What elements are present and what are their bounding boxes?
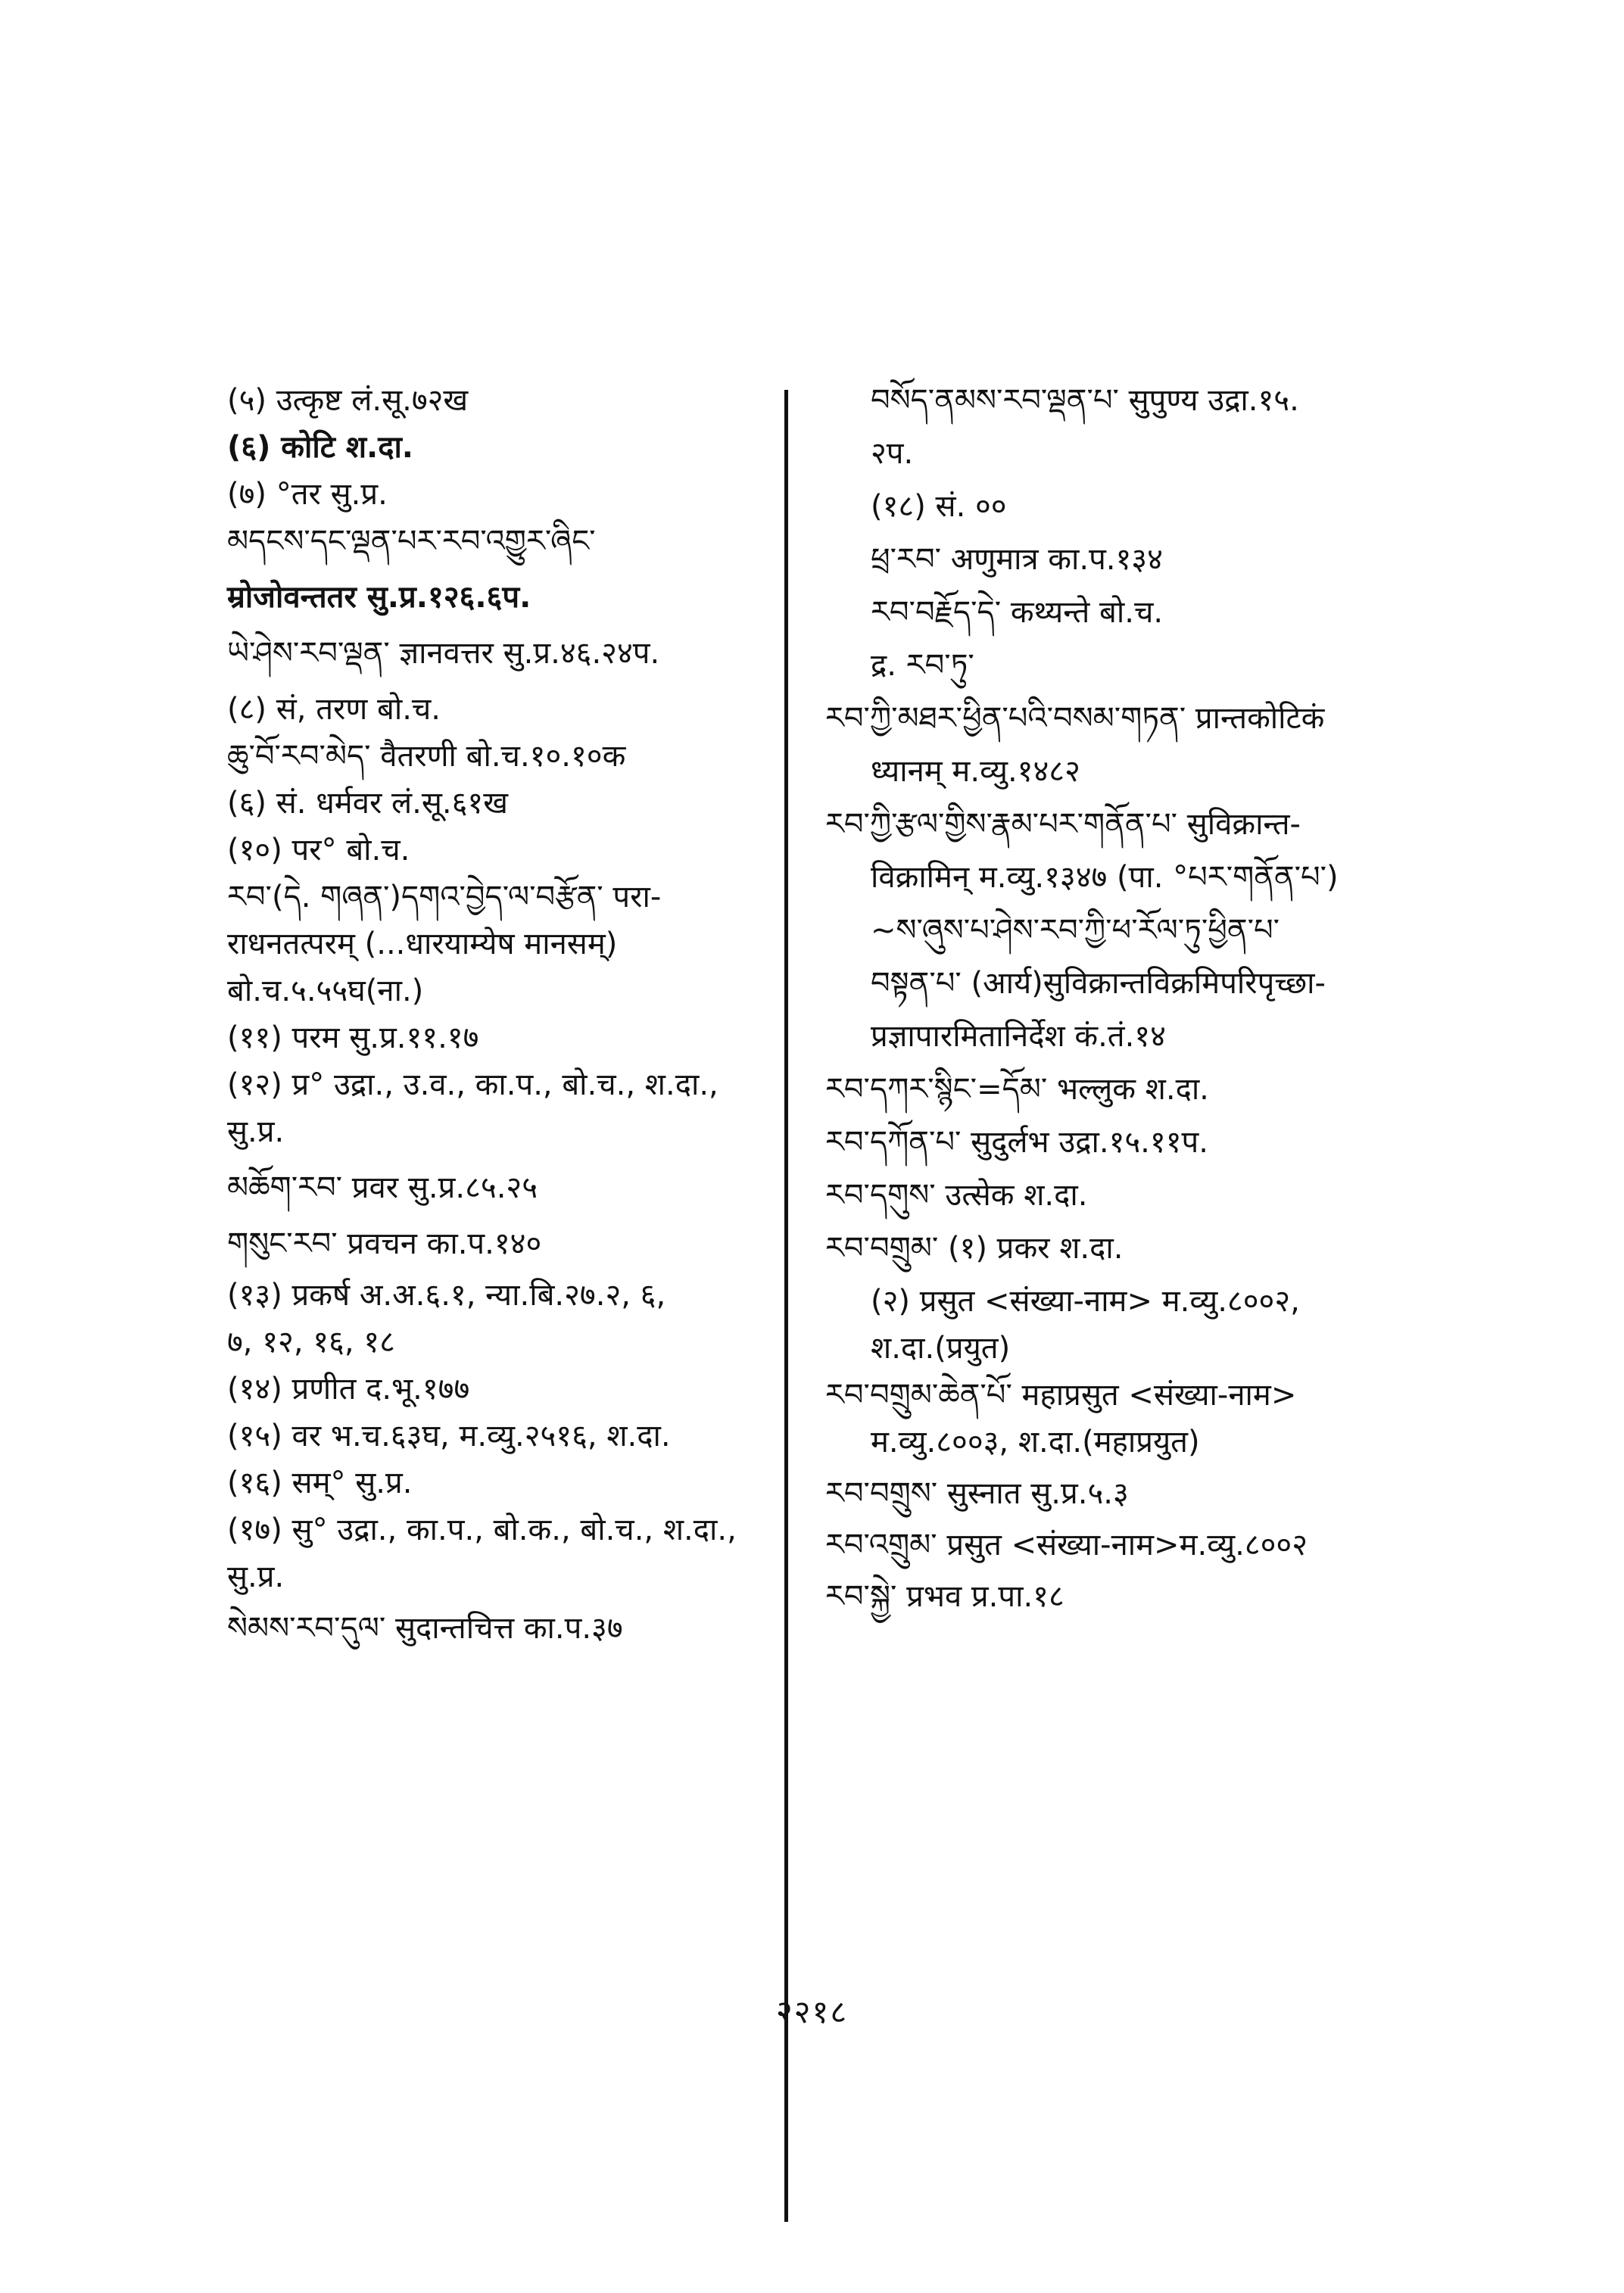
- entry-line: (१५) वर भ.च.६३घ, म.व्यु.२५१६, श.दा.: [227, 1419, 671, 1453]
- entry-line: ७, १२, १६, १८: [227, 1325, 395, 1360]
- entry-line: སེམས་རབ་དུལ་ सुदान्तचित्त का.प.३७: [227, 1611, 623, 1646]
- entry-line: (१३) प्रकर्ष अ.अ.६.१, न्या.बि.२७.२, ६,: [227, 1278, 666, 1313]
- entry-line: म.व्यु.८००३, श.दा.(महाप्रयुत): [871, 1425, 1200, 1460]
- entry-line: ཆུ་བོ་རབ་མེད་ वैतरणी बो.च.१०.१०क: [227, 739, 626, 774]
- entry-line: सु.प्र.: [227, 1559, 285, 1594]
- entry-line: बो.च.५.५५घ(ना.): [227, 974, 424, 1008]
- entry-line: श.दा.(प्रयुत): [871, 1331, 1011, 1366]
- entry-line: (१४) प्रणीत द.भू.१७७: [227, 1372, 470, 1407]
- entry-line: མཆོག་རབ་ प्रवर सु.प्र.८५.२५: [227, 1170, 538, 1205]
- column-divider: [784, 390, 788, 2222]
- entry-line: རབ་སྐྱེ་ प्रभव प्र.पा.१८: [825, 1579, 1064, 1614]
- entry-line: (७) °तर सु.प्र.: [227, 477, 388, 512]
- right-column: [825, 382, 1401, 1615]
- entry-line: རབ་དགུས་ उत्सेक श.दा.: [825, 1178, 1088, 1213]
- entry-line: མདངས་དང་ལྡན་པར་རབ་འགྱུར་ཞིང་: [227, 524, 596, 559]
- entry-line: (११) परम सु.प्र.११.१७: [227, 1020, 479, 1055]
- entry-line: བསྟན་པ་ (आर्य)सुविक्रान्तविक्रमिपरिपृच्छा-: [871, 966, 1326, 1001]
- entry-line: सु.प्र.: [227, 1114, 285, 1149]
- page-number: २२१८: [775, 1993, 849, 2030]
- entry-line: ཕྲ་རབ་ अणुमात्र का.प.१३४: [871, 542, 1163, 577]
- entry-line: म्रोजोवन्ततर सु.प्र.१२६.६प.: [227, 580, 531, 615]
- entry-line: २प.: [871, 436, 914, 471]
- entry-line: प्रज्ञापारमितानिर्देश कं.तं.१४: [871, 1019, 1166, 1054]
- entry-line: བསོད་ནམས་རབ་ལྡན་པ་ सुपुण्य उद्रा.१५.: [871, 383, 1299, 418]
- entry-line: (१०) पर° बो.च.: [227, 833, 410, 868]
- entry-line: (१७) सु° उद्रा., का.प., बो.क., बो.च., श.दा.,: [227, 1513, 737, 1547]
- entry-line: རབ་བརྗོད་དེ་ कथ्यन्ते बो.च.: [871, 595, 1164, 630]
- entry-line: རབ་བགྲུས་ सुस्नात सु.प्र.५.३: [825, 1476, 1129, 1511]
- entry-line: (१८) सं. ००: [871, 489, 1007, 524]
- entry-line: विक्रामिन् म.व्यु.१३४७ (पा. °པར་གནོན་པ་): [871, 860, 1339, 895]
- entry-line: (६) सं. धर्मवर लं.सू.६१ख: [227, 786, 508, 821]
- entry-line: རབ་བགྲུམ་ (१) प्रकर श.दा.: [825, 1231, 1124, 1266]
- entry-line: རབ་དཀར་སྙིང་=དོམ་ भल्लुक श.दा.: [825, 1072, 1209, 1107]
- entry-line: རབ་འགྲུམ་ प्रसुत <संख्या-नाम>म.व्यु.८००२: [825, 1528, 1308, 1562]
- entry-line: གསུང་རབ་ प्रवचन का.प.१४०: [227, 1226, 542, 1261]
- entry-line: (८) सं, तरण बो.च.: [227, 692, 441, 727]
- entry-line: རབ་དཀོན་པ་ सुदुर्लभ उद्रा.१५.११प.: [825, 1125, 1208, 1160]
- entry-line: ~ས་ཞུས་པ་ཤེས་རབ་ཀྱི་ཕ་རོལ་ཏུ་ཕྱིན་པ་: [871, 913, 1280, 948]
- entry-line: རབ་(དེ. གཞན་)དགའ་བྱེད་ལ་བརྩོན་ परा-: [227, 880, 662, 914]
- entry-line: (१६) सम्° सु.प्र.: [227, 1466, 413, 1500]
- entry-line: (६) कोटि श.दा.: [227, 430, 414, 465]
- entry-line: द्र. རབ་ཏུ་: [871, 648, 974, 683]
- entry-line: (१२) प्र° उद्रा., उ.व., का.प., बो.च., श.दा.,: [227, 1067, 718, 1102]
- entry-line: རབ་བགྲུམ་ཆེན་པོ་ महाप्रसुत <संख्या-नाम>: [825, 1378, 1297, 1413]
- left-column: [227, 382, 772, 1647]
- entry-line: རབ་ཀྱི་མཐར་ཕྱིན་པའི་བསམ་གཏན་ प्रान्तकोटिकं: [825, 701, 1325, 736]
- entry-line: ཡེ་ཤེས་རབ་ལྡན་ ज्ञानवत्तर सु.प्र.४६.२४प.: [227, 636, 660, 671]
- entry-line: (२) प्रसुत <संख्या-नाम> म.व्यु.८००२,: [871, 1284, 1300, 1319]
- entry-line: ध्यानम् म.व्यु.१४८२: [871, 754, 1080, 789]
- entry-line: राधनतत्परम् (...धारयाम्येष मानसम्): [227, 927, 618, 961]
- entry-line: (५) उत्कृष्ट लं.सू.७२ख: [227, 383, 469, 418]
- entry-line: རབ་ཀྱི་རྩལ་གྱིས་རྣམ་པར་གནོན་པ་ सुविक्रान्त-: [825, 807, 1301, 842]
